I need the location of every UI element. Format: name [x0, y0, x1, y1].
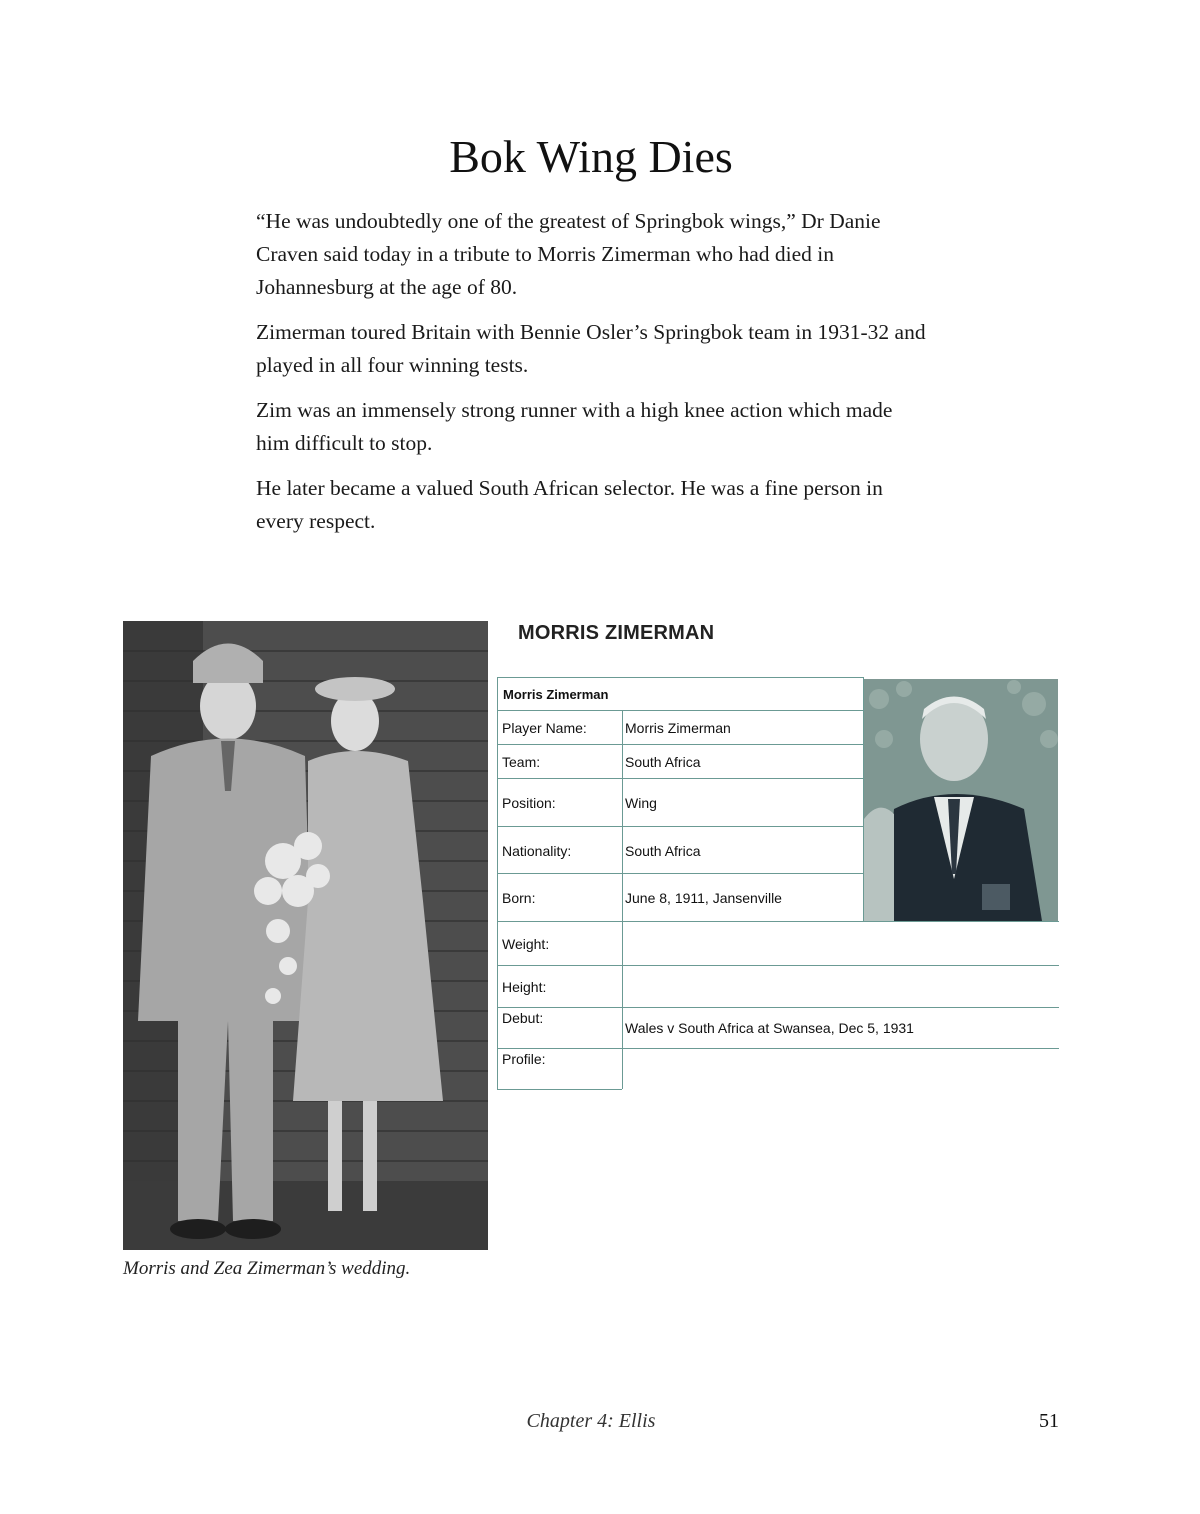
row-value: Wales v South Africa at Swansea, Dec 5, 1931: [625, 1020, 914, 1036]
table-row: [497, 1007, 1059, 1049]
row-value: Wing: [625, 795, 657, 811]
player-profile-card: [497, 677, 1059, 1089]
table-row: [497, 744, 864, 779]
paragraph: Zim was an immensely strong runner with a high knee action which made him difficult to stop.: [256, 398, 893, 455]
table-row: [497, 826, 864, 874]
table-border: [497, 677, 498, 1089]
row-label: Profile:: [502, 1051, 546, 1067]
table-row: [497, 1048, 1059, 1090]
table-row: [497, 710, 864, 745]
row-value: South Africa: [625, 754, 701, 770]
row-label: Height:: [502, 979, 547, 995]
row-value: South Africa: [625, 842, 701, 859]
card-name-header-text: Morris Zimerman: [503, 687, 609, 702]
row-label: Position:: [502, 795, 556, 811]
photo-caption: Morris and Zea Zimerman’s wedding.: [123, 1258, 411, 1279]
paragraph: Zimerman toured Britain with Bennie Osler’s Springbok team in 1931-32 and played in all four winning tests.: [256, 320, 926, 377]
row-label: Player Name:: [502, 720, 587, 736]
table-row: [497, 921, 1059, 966]
footer-chapter-title: Chapter 4: Ellis: [526, 1410, 656, 1432]
row-label: Born:: [502, 890, 536, 906]
table-divider: [622, 710, 623, 1089]
wedding-photo: [123, 621, 488, 1250]
table-border: [497, 1089, 622, 1090]
table-row: [497, 873, 864, 922]
paragraph: “He was undoubtedly one of the greatest of Springbok wings,” Dr Danie Craven said today in a tribute to Morris Zimerman who had died in Johannesburg at the age of 80.: [256, 209, 881, 299]
player-portrait: [864, 679, 1058, 921]
row-value: June 8, 1911, Jansenville: [625, 890, 782, 906]
table-row: [497, 778, 864, 827]
paragraph: He later became a valued South African selector. He was a fine person in every respect.: [256, 476, 883, 533]
row-label: Weight:: [502, 936, 550, 952]
article-body: [256, 205, 928, 550]
page-number: 51: [1039, 1410, 1059, 1432]
row-label: Nationality:: [502, 842, 572, 859]
row-label: Team:: [502, 754, 541, 770]
page-title: Bok Wing Dies: [449, 131, 733, 182]
card-name-header: [497, 677, 864, 711]
player-card-heading: MORRIS ZIMERMAN: [518, 622, 715, 644]
row-value: Morris Zimerman: [625, 720, 731, 736]
row-label: Debut:: [502, 1010, 544, 1026]
table-row: [497, 965, 1059, 1008]
